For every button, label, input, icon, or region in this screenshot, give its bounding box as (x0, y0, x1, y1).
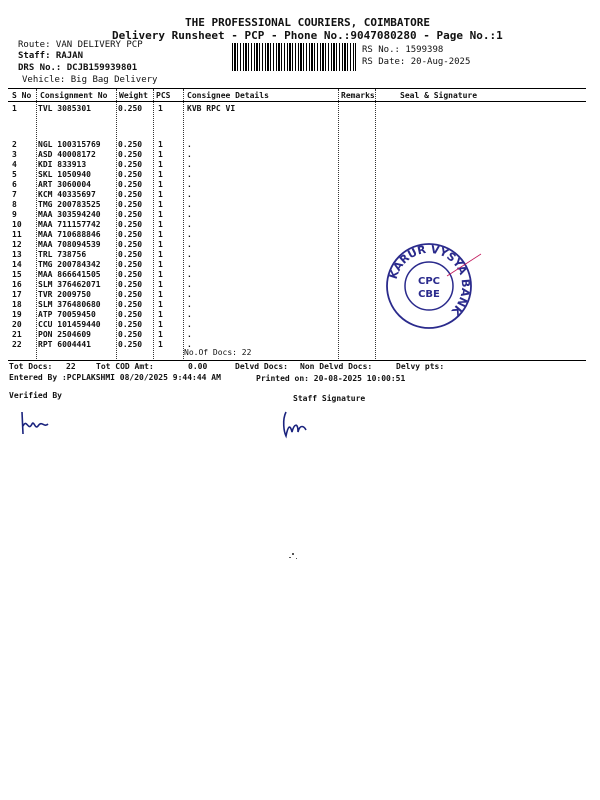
cell-weight: 0.250 (118, 170, 143, 179)
tot-cod-value: 0.00 (188, 362, 208, 371)
cell-details: . (187, 190, 192, 199)
no-of-docs: No.Of Docs: 22 (184, 348, 252, 357)
verifier-signature-icon (18, 408, 52, 440)
cell-sno: 12 (12, 240, 22, 249)
cell-details: . (187, 310, 192, 319)
cell-cons: TVR 2009750 (38, 290, 91, 299)
table-row (8, 210, 586, 220)
cell-pcs: 1 (158, 150, 163, 159)
cell-pcs: 1 (158, 310, 163, 319)
table-row (8, 240, 586, 250)
cell-sno: 10 (12, 220, 22, 229)
cell-sno: 15 (12, 270, 22, 279)
cell-cons: ART 3060004 (38, 180, 91, 189)
table-row (8, 104, 586, 114)
drs-number: DRS No.: DCJB159939801 (18, 63, 138, 73)
cell-details: . (187, 220, 192, 229)
cell-pcs: 1 (158, 250, 163, 259)
table-row (8, 200, 586, 210)
cell-weight: 0.250 (118, 150, 143, 159)
cell-weight: 0.250 (118, 160, 143, 169)
cell-details: KVB RPC VI (187, 104, 236, 113)
table-row (8, 220, 586, 230)
cell-sno: 17 (12, 290, 22, 299)
cell-pcs: 1 (158, 160, 163, 169)
col-header-seal: Seal & Signature (400, 91, 478, 100)
table-row (8, 280, 586, 290)
table-row (8, 320, 586, 330)
stamp-scribble-icon (445, 250, 485, 280)
staff-signature-label: Staff Signature (293, 394, 366, 403)
stamp-bank-name: KARUR VYSYA BANK (386, 242, 473, 318)
cell-weight: 0.250 (118, 230, 143, 239)
speck (292, 553, 294, 555)
cell-pcs: 1 (158, 300, 163, 309)
header-divider (8, 101, 586, 102)
cell-cons: TMG 200784342 (38, 260, 101, 269)
col-header-consignment: Consignment No (40, 91, 108, 100)
staff-signature-icon (280, 410, 314, 440)
cell-details: . (187, 260, 192, 269)
cell-weight: 0.250 (118, 190, 143, 199)
delvy-pts: Delvy pts: (396, 362, 445, 371)
table-row (8, 140, 586, 150)
cell-sno: 5 (12, 170, 17, 179)
speck (296, 558, 297, 559)
cell-cons: MAA 708094539 (38, 240, 101, 249)
cell-weight: 0.250 (118, 180, 143, 189)
cell-pcs: 1 (158, 330, 163, 339)
cell-details: . (187, 270, 192, 279)
cell-sno: 2 (12, 140, 17, 149)
cell-sno: 1 (12, 104, 17, 113)
cell-pcs: 1 (158, 230, 163, 239)
cell-pcs: 1 (158, 170, 163, 179)
table-row (8, 190, 586, 200)
verified-by: Verified By (9, 391, 62, 400)
cell-details: . (187, 150, 192, 159)
cell-cons: KDI 833913 (38, 160, 87, 169)
route: Route: VAN DELIVERY PCP (18, 40, 143, 50)
cell-pcs: 1 (158, 240, 163, 249)
cell-pcs: 1 (158, 220, 163, 229)
cell-weight: 0.250 (118, 200, 143, 209)
col-header-remarks: Remarks (341, 91, 375, 100)
col-header-consignee: Consignee Details (187, 91, 269, 100)
vehicle: Vehicle: Big Bag Delivery (22, 75, 158, 85)
stamp-inner-bottom: CBE (418, 289, 440, 300)
cell-sno: 3 (12, 150, 17, 159)
cell-cons: SKL 1050940 (38, 170, 91, 179)
cell-details: . (187, 340, 192, 349)
company-title: THE PROFESSIONAL COURIERS, COIMBATORE (185, 16, 431, 29)
cell-cons: RPT 6004441 (38, 340, 91, 349)
cell-pcs: 1 (158, 190, 163, 199)
printed-on: Printed on: 20-08-2025 10:00:51 (256, 374, 406, 383)
cell-details: . (187, 290, 192, 299)
table-row (8, 180, 586, 190)
cell-weight: 0.250 (118, 270, 143, 279)
cell-cons: PON 2504609 (38, 330, 91, 339)
cell-details: . (187, 140, 192, 149)
cell-cons: NGL 100315769 (38, 140, 101, 149)
cell-sno: 19 (12, 310, 22, 319)
cell-sno: 8 (12, 200, 17, 209)
table-row (8, 300, 586, 310)
cell-cons: ASD 40008172 (38, 150, 96, 159)
cell-details: . (187, 170, 192, 179)
cell-details: . (187, 210, 192, 219)
table-row (8, 290, 586, 300)
cell-weight: 0.250 (118, 320, 143, 329)
cell-cons: KCM 40335697 (38, 190, 96, 199)
cell-details: . (187, 250, 192, 259)
cell-cons: MAA 866641505 (38, 270, 101, 279)
cell-weight: 0.250 (118, 260, 143, 269)
staff: Staff: RAJAN (18, 51, 84, 61)
cell-pcs: 1 (158, 200, 163, 209)
table-row (8, 160, 586, 170)
cell-cons: CCU 101459440 (38, 320, 101, 329)
cell-cons: MAA 710688846 (38, 230, 101, 239)
cell-pcs: 1 (158, 140, 163, 149)
table-row (8, 230, 586, 240)
cell-pcs: 1 (158, 290, 163, 299)
cell-cons: TVL 3085301 (38, 104, 91, 113)
cell-weight: 0.250 (118, 280, 143, 289)
tot-docs-value: 22 (66, 362, 76, 371)
cell-details: . (187, 280, 192, 289)
cell-cons: SLM 376462071 (38, 280, 101, 289)
cell-details: . (187, 300, 192, 309)
delvd-docs: Delvd Docs: (235, 362, 288, 371)
cell-sno: 20 (12, 320, 22, 329)
cell-weight: 0.250 (118, 104, 143, 113)
table-row (8, 310, 586, 320)
cell-weight: 0.250 (118, 210, 143, 219)
cell-weight: 0.250 (118, 250, 143, 259)
col-header-pcs: PCS (156, 91, 171, 100)
cell-cons: TRL 738756 (38, 250, 87, 259)
cell-weight: 0.250 (118, 340, 143, 349)
cell-details: . (187, 330, 192, 339)
cell-pcs: 1 (158, 320, 163, 329)
barcode-icon (232, 43, 356, 71)
cell-details: . (187, 160, 192, 169)
col-header-weight: Weight (119, 91, 148, 100)
cell-sno: 11 (12, 230, 22, 239)
cell-pcs: 1 (158, 280, 163, 289)
runsheet-title: Delivery Runsheet - PCP - Phone No.:9047080280 - Page No.:1 (112, 29, 503, 42)
tot-docs-label: Tot Docs: (9, 362, 53, 371)
cell-weight: 0.250 (118, 330, 143, 339)
table-row (8, 330, 586, 340)
cell-pcs: 1 (158, 270, 163, 279)
cell-weight: 0.250 (118, 220, 143, 229)
cell-details: . (187, 240, 192, 249)
cell-sno: 7 (12, 190, 17, 199)
runsheet-table (8, 88, 586, 359)
cell-cons: SLM 376480680 (38, 300, 101, 309)
table-row (8, 170, 586, 180)
table-row (8, 260, 586, 270)
table-row (8, 250, 586, 260)
cell-weight: 0.250 (118, 300, 143, 309)
col-header-sno: S No (12, 91, 32, 100)
cell-pcs: 1 (158, 340, 163, 349)
cell-sno: 14 (12, 260, 22, 269)
cell-sno: 22 (12, 340, 22, 349)
rs-date: RS Date: 20-Aug-2025 (362, 57, 471, 67)
cell-weight: 0.250 (118, 310, 143, 319)
cell-pcs: 1 (158, 104, 163, 113)
cell-cons: TMG 200783525 (38, 200, 101, 209)
cell-weight: 0.250 (118, 240, 143, 249)
non-delvd-docs: Non Delvd Docs: (300, 362, 373, 371)
table-row (8, 270, 586, 280)
cell-cons: MAA 711157742 (38, 220, 101, 229)
tot-cod-label: Tot COD Amt: (96, 362, 154, 371)
table-row (8, 150, 586, 160)
table-row (8, 340, 586, 350)
cell-sno: 16 (12, 280, 22, 289)
cell-pcs: 1 (158, 210, 163, 219)
cell-weight: 0.250 (118, 290, 143, 299)
cell-weight: 0.250 (118, 140, 143, 149)
cell-details: . (187, 320, 192, 329)
footer-divider (8, 360, 586, 361)
cell-sno: 9 (12, 210, 17, 219)
rs-number: RS No.: 1599398 (362, 45, 444, 55)
cell-details: . (187, 200, 192, 209)
speck (289, 557, 291, 558)
cell-details: . (187, 230, 192, 239)
cell-sno: 21 (12, 330, 22, 339)
cell-cons: MAA 303594240 (38, 210, 101, 219)
cell-sno: 18 (12, 300, 22, 309)
cell-sno: 13 (12, 250, 22, 259)
stamp-inner-top: CPC (417, 276, 441, 287)
cell-pcs: 1 (158, 180, 163, 189)
cell-sno: 6 (12, 180, 17, 189)
cell-details: . (187, 180, 192, 189)
cell-cons: ATP 70059450 (38, 310, 96, 319)
entered-by: Entered By :PCPLAKSHMI 08/20/2025 9:44:44 AM (9, 373, 221, 382)
cell-sno: 4 (12, 160, 17, 169)
cell-pcs: 1 (158, 260, 163, 269)
